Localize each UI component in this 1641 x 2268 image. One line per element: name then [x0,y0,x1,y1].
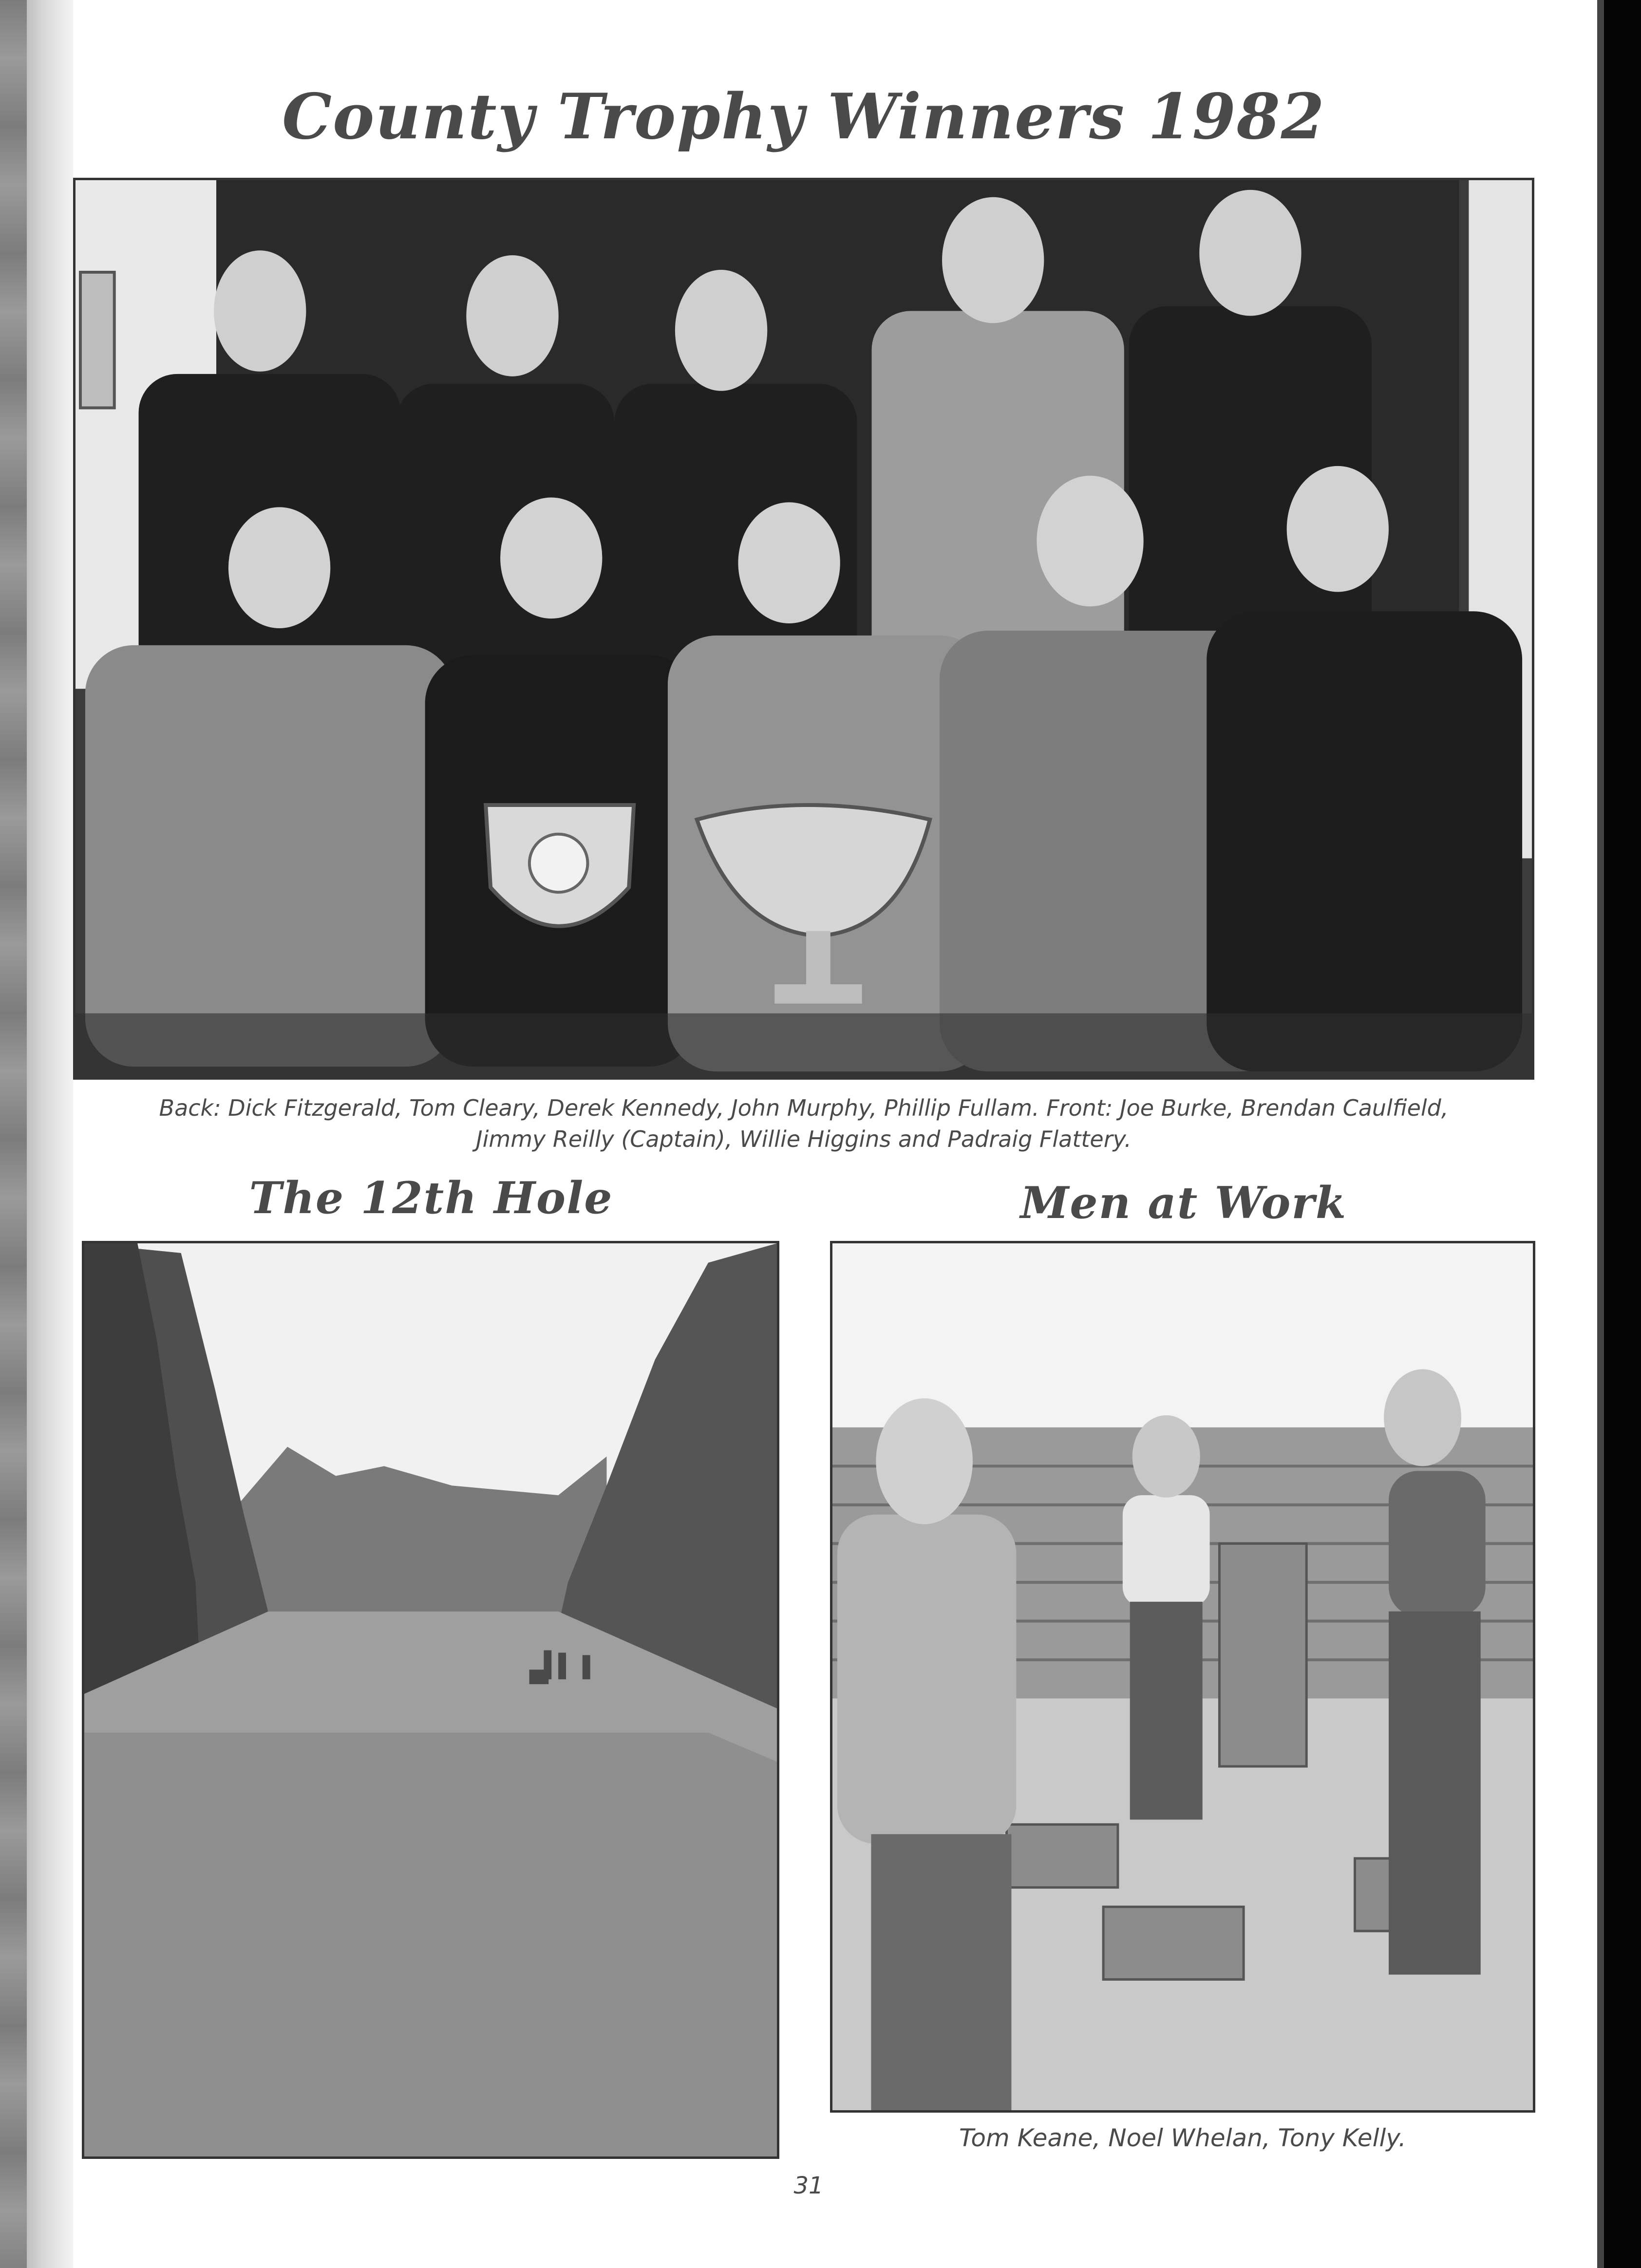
work-photo-caption: Tom Keane, Noel Whelan, Tony Kelly. [959,2124,1406,2152]
team-photo-caption [73,1092,1534,1155]
page-title: County Trophy Winners 1982 [282,80,1325,153]
work-photo-image [832,1243,1533,2110]
team-photo-caption-line2: Jimmy Reilly (Captain), Willie Higgins and Padraig Flattery. [476,1126,1132,1152]
hole-photo-title: The 12th Hole [249,1172,613,1224]
scan-left-margin [0,0,73,2268]
scan-torn-edge [0,0,27,2268]
work-photo-title: Men at Work [1020,1177,1347,1229]
scan-right-edge [1597,0,1641,2268]
work-photo [830,1241,1535,2113]
page-number: 31 [793,2172,824,2199]
team-photo [73,178,1534,1080]
hole-photo [82,1241,779,2159]
team-photo-caption-line1: Back: Dick Fitzgerald, Tom Cleary, Derek Kennedy, John Murphy, Phillip Fullam. Front: Joe Burke, Brendan Caulfield, [159,1095,1449,1121]
scan-right-edge-shade [1597,0,1604,2268]
team-photo-image [75,180,1532,1077]
hole-photo-image [84,1243,777,2156]
